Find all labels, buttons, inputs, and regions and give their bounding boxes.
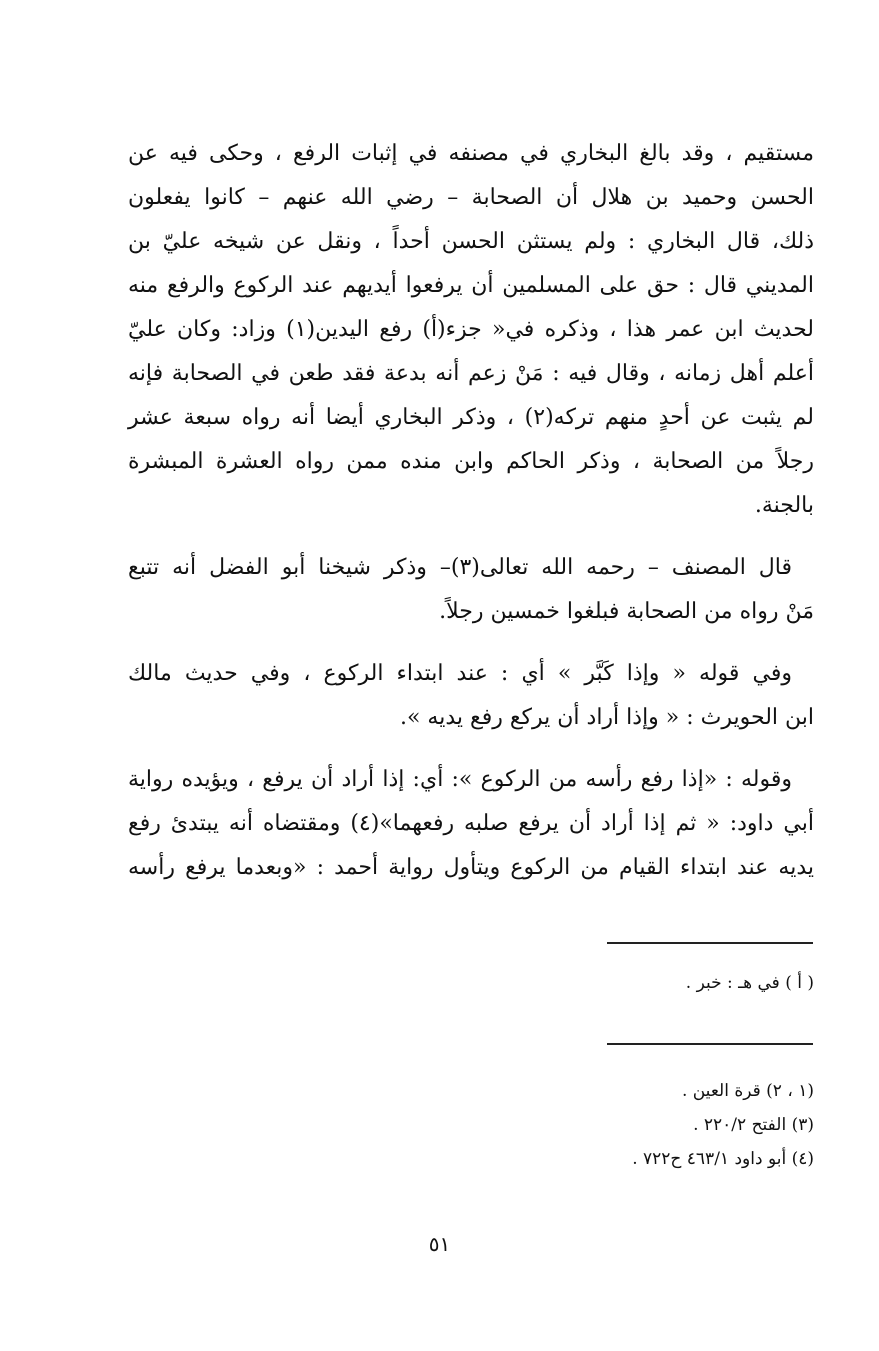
paragraph-1 [128,132,814,528]
text-line: مستقيم ، وقد بالغ البخاري في مصنفه في إثبات الرفع ، وحكى فيه عن [128,141,814,166]
text-line: بالجنة. [754,493,814,518]
text-line: الحسن وحميد بن هلال أن الصحابة – رضي الله عنهم – كانوا يفعلون [128,185,814,210]
main-text [128,132,814,908]
text-line: مَنْ رواه من الصحابة فبلغوا خمسين رجلاً. [439,599,814,624]
text-line: وقوله : «إذا رفع رأسه من الركوع »: أي: إذا أراد أن يرفع ، ويؤيده رواية [128,767,792,792]
text-line: وفي قوله « وإذا كَبَّر » أي : عند ابتداء الركوع ، وفي حديث مالك [128,661,792,686]
text-line: لحديث ابن عمر هذا ، وذكره في« جزء(أ) رفع اليدين(١) وزاد: وكان عليّ [128,317,815,342]
text-line: يديه عند ابتداء القيام من الركوع ويتأول رواية أحمد : «وبعدما يرفع رأسه [128,855,814,880]
reference-footnotes [128,1074,814,1176]
paragraph-4 [128,758,814,890]
footnote-divider [607,1043,813,1045]
text-line: قال المصنف – رحمه الله تعالى(٣)– وذكر شيخنا أبو الفضل أنه تتبع [128,555,792,580]
paragraph-3 [128,652,814,740]
footnote: (٤) أبو داود ٤٦٣/١ ح٧٢٢ . [632,1149,814,1169]
text-line: أبي داود: « ثم إذا أراد أن يرفع صلبه رفعهما»(٤) ومقتضاه أنه يبتدئ رفع [128,811,814,836]
footnote-divider [607,942,813,944]
text-line: ذلك، قال البخاري : ولم يستثن الحسن أحداً ، ونقل عن شيخه عليّ بن [128,229,814,254]
footnote: (٣) الفتح ٢٢٠/٢ . [693,1115,814,1135]
variant-note: ( أ ) في هـ : خبر . [685,973,814,993]
paragraph-2 [128,546,814,634]
text-line: المديني قال : حق على المسلمين أن يرفعوا أيديهم عند الركوع والرفع منه [128,273,814,298]
footnote: (١ ، ٢) قرة العين . [681,1081,814,1101]
text-line: رجلاً من الصحابة ، وذكر الحاكم وابن منده ممن رواه العشرة المبشرة [128,449,814,474]
text-line: ابن الحويرث : « وإذا أراد أن يركع رفع يديه ». [399,705,814,730]
page-number: ٥١ [428,1232,451,1256]
text-line: أعلم أهل زمانه ، وقال فيه : مَنْ زعم أنه بدعة فقد طعن في الصحابة فإنه [128,361,814,386]
text-line: لم يثبت عن أحدٍ منهم تركه(٢) ، وذكر البخاري أيضا أنه رواه سبعة عشر [128,405,815,430]
variant-footnotes [128,966,814,1000]
